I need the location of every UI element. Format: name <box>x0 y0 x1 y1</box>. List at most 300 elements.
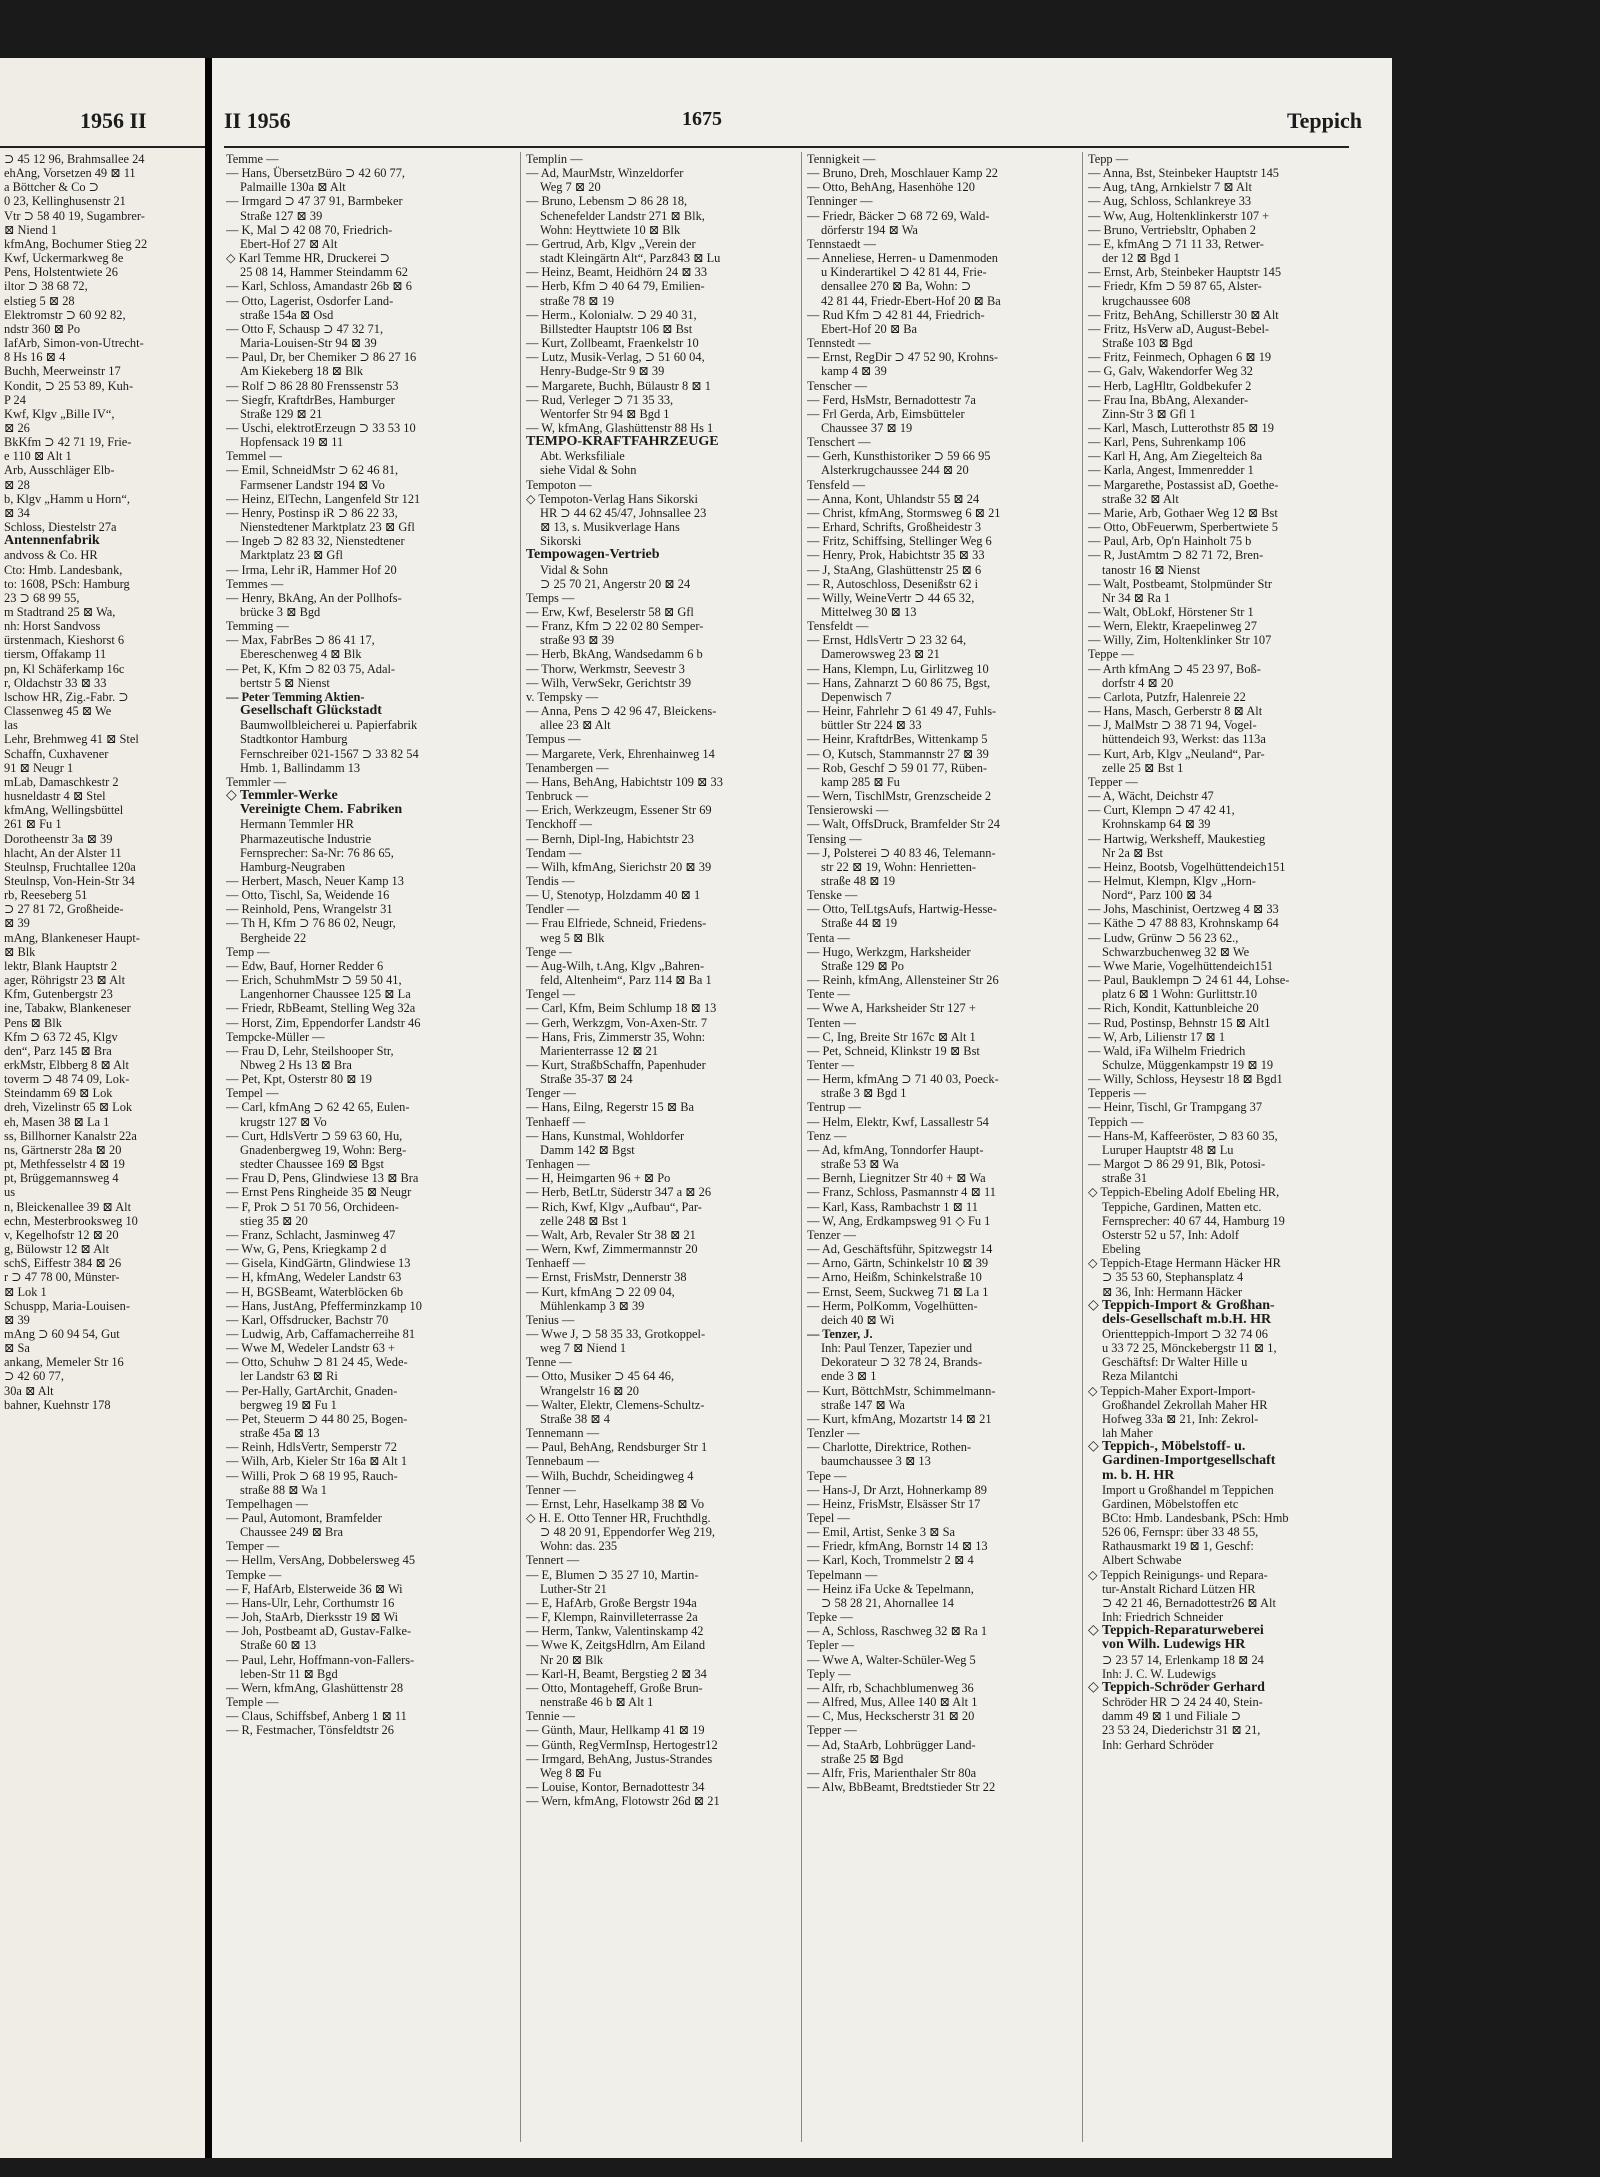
directory-entry-line: — Thorw, Werkmstr, Seevestr 3 <box>526 661 685 676</box>
directory-entry-line: — Gertrud, Arb, Klgv „Verein der <box>526 236 696 251</box>
directory-entry-line: — Paul, Dr, ber Chemiker ⊃ 86 27 16 <box>226 350 417 365</box>
left-page-line: ehAng, Vorsetzen 49 ⊠ 11 <box>4 166 136 181</box>
directory-entry-line: — Helmut, Klempn, Klgv „Horn- <box>1088 873 1256 888</box>
directory-entry-line: — Karla, Angest, Immenredder 1 <box>1088 463 1254 478</box>
directory-entry-line: Vidal & Sohn <box>540 562 609 577</box>
directory-entry-line: — Hans, BehAng, Habichtstr 109 ⊠ 33 <box>526 774 723 789</box>
left-page-line: Classenweg 45 ⊠ We <box>4 704 112 719</box>
directory-entry-line: kamp 4 ⊠ 39 <box>821 364 887 379</box>
directory-entry-line: TEMPO-KRAFTFAHRZEUGE <box>526 435 719 450</box>
directory-entry-line: Straße 60 ⊠ 13 <box>240 1638 317 1653</box>
directory-entry-line: Hmb. 1, Ballindamm 13 <box>240 760 361 775</box>
directory-entry-line: — Wald, iFa Wilhelm Friedrich <box>1088 1043 1246 1058</box>
directory-entry-line: — Rob, Geschf ⊃ 59 01 77, Rüben- <box>807 760 988 775</box>
directory-entry-line: Temming — <box>226 619 289 634</box>
directory-entry-line: Tendler — <box>526 902 580 917</box>
directory-entry-line: Pharmazeutische Industrie <box>240 831 372 846</box>
directory-entry-line: Tensfeldt — <box>807 619 869 634</box>
left-page-line: ⊠ Niend 1 <box>4 222 58 237</box>
directory-entry-line: — Anna, Kont, Uhlandstr 55 ⊠ 24 <box>807 491 980 506</box>
directory-column-4 <box>1088 152 1378 2152</box>
directory-entry-line: — Margarete, Buchh, Bülaustr 8 ⊠ 1 <box>526 378 711 393</box>
left-page-line: lektr, Blank Hauptstr 2 <box>4 958 118 973</box>
left-page-line: 0 23, Kellinghusenstr 21 <box>4 194 126 209</box>
directory-entry-line: — Karl H, Ang, Am Ziegelteich 8a <box>1088 449 1263 464</box>
directory-entry-line: deich 40 ⊠ Wi <box>821 1312 895 1327</box>
page-header-left: II 1956 <box>224 108 291 133</box>
directory-entry-line: — Ad, kfmAng, Tonndorfer Haupt- <box>807 1142 984 1157</box>
directory-entry-line: Tenhaeff — <box>526 1114 586 1129</box>
directory-entry-line: — Siegfr, KraftdrBes, Hamburger <box>226 392 395 407</box>
left-page-line: Cto: Hmb. Landesbank, <box>4 562 123 577</box>
left-page-line: erkMstr, Elbberg 8 ⊠ Alt <box>4 1058 129 1072</box>
directory-entry-line: — Herbert, Masch, Neuer Kamp 13 <box>226 873 404 888</box>
directory-entry-line: — Wwe M, Wedeler Landstr 63 + <box>226 1341 395 1356</box>
directory-entry-line: Sikorski <box>540 534 582 549</box>
directory-entry-line: Geschäftsf: Dr Walter Hille u <box>1102 1355 1248 1370</box>
directory-entry-line: — Henry, BkAng, An der Pollhofs- <box>226 590 402 605</box>
directory-entry-line: Tenten — <box>807 1015 857 1030</box>
directory-entry-line: — Heinr, KraftdrBes, Wittenkamp 5 <box>807 732 988 747</box>
directory-entry-line: Tempowagen-Vertrieb <box>526 548 660 563</box>
directory-entry-line: krugstr 127 ⊠ Vo <box>240 1114 327 1129</box>
directory-entry-line: — Günth, Maur, Hellkamp 41 ⊠ 19 <box>526 1723 705 1738</box>
directory-entry-line: — Frau D, Lehr, Steilshooper Str, <box>226 1043 394 1058</box>
directory-entry-line: Tenzler — <box>807 1426 860 1441</box>
directory-entry-line: 42 81 44, Friedr-Ebert-Hof 20 ⊠ Ba <box>821 293 1001 308</box>
left-page-line: iltor ⊃ 38 68 72, <box>4 279 88 294</box>
directory-entry-line: — Rud, Postinsp, Behnstr 15 ⊠ Alt1 <box>1088 1015 1271 1030</box>
directory-entry-line: — Edw, Bauf, Horner Redder 6 <box>226 958 384 973</box>
directory-entry-line: — Willy, Schloss, Heysestr 18 ⊠ Bgd1 <box>1088 1072 1283 1087</box>
directory-entry-line: — Karl, Offsdrucker, Bachstr 70 <box>226 1312 389 1327</box>
directory-entry-line: m. b. H. HR <box>1102 1468 1175 1483</box>
directory-entry-line: — Franz, Schlacht, Jasminweg 47 <box>226 1227 396 1242</box>
left-page-line: Vtr ⊃ 58 40 19, Sugambrer- <box>4 208 145 223</box>
directory-entry-line: damm 49 ⊠ 1 und Filiale ⊃ <box>1102 1709 1242 1724</box>
directory-entry-line: Maria-Louisen-Str 94 ⊠ 39 <box>240 336 377 351</box>
directory-entry-line: Tengel — <box>526 987 576 1002</box>
directory-entry-line: — Aug-Wilh, t.Ang, Klgv „Bahren- <box>526 958 705 973</box>
directory-entry-line: Gesellschaft Glückstadt <box>240 704 382 719</box>
directory-entry-line: straße 25 ⊠ Bgd <box>821 1751 904 1766</box>
directory-entry-line: — Ad, Geschäftsführ, Spitzwegstr 14 <box>807 1242 993 1257</box>
directory-entry-line: — G, Galv, Wakendorfer Weg 32 <box>1088 364 1254 379</box>
directory-entry-line: Tennert — <box>526 1553 580 1568</box>
directory-entry-line: — Paul, Arb, Op'n Hainholt 75 b <box>1088 534 1252 549</box>
directory-entry-line: Tenter — <box>807 1058 854 1072</box>
left-page-line: pt, Methfesselstr 4 ⊠ 19 <box>4 1157 125 1172</box>
directory-entry-line: Marienterrasse 12 ⊠ 21 <box>540 1043 659 1058</box>
directory-entry-line: — R, JustAmtm ⊃ 82 71 72, Bren- <box>1088 548 1264 563</box>
directory-entry-line: — Irmgard, BehAng, Justus-Strandes <box>526 1751 713 1766</box>
directory-entry-line: — Ernst, FrisMstr, Dennerstr 38 <box>526 1270 687 1285</box>
directory-entry-line: — R, Festmacher, Tönsfeldtstr 26 <box>226 1723 394 1738</box>
directory-entry-line: krugchaussee 608 <box>1102 293 1191 308</box>
directory-entry-line: — Erich, Werkzeugm, Essener Str 69 <box>526 803 712 818</box>
directory-entry-line: Tepp — <box>1088 152 1129 166</box>
directory-entry-line: — Herm, kfmAng ⊃ 71 40 03, Poeck- <box>807 1072 999 1087</box>
directory-entry-line: Chaussee 249 ⊠ Bra <box>240 1525 343 1540</box>
left-page-line: ⊠ 28 <box>4 477 30 492</box>
directory-entry-line: Tensfeld — <box>807 477 865 492</box>
directory-entry-line: — Herm., Kolonialw. ⊃ 29 40 31, <box>526 307 697 322</box>
directory-entry-line: ◇ Teppich-Maher Export-Import- <box>1088 1383 1256 1398</box>
left-header-rule <box>0 146 205 148</box>
directory-entry-line: ◇ Tempoton-Verlag Hans Sikorski <box>526 491 698 506</box>
directory-entry-line: Temple — <box>226 1695 279 1710</box>
directory-entry-line: — A, Wächt, Deichstr 47 <box>1088 789 1214 804</box>
directory-entry-line: Wentorfer Str 94 ⊠ Bgd 1 <box>540 406 670 421</box>
directory-entry-line: Straße 44 ⊠ 19 <box>821 916 898 931</box>
directory-entry-line: — Otto, Musiker ⊃ 45 64 46, <box>526 1369 675 1384</box>
directory-entry-line: — Kurt, BöttchMstr, Schimmelmann- <box>807 1383 996 1398</box>
directory-entry-line: — F, Prok ⊃ 51 70 56, Orchideen- <box>226 1199 399 1214</box>
directory-entry-line: Mühlenkamp 3 ⊠ 39 <box>540 1298 645 1313</box>
directory-entry-line: — Hans, ÜbersetzBüro ⊃ 42 60 77, <box>226 166 406 181</box>
directory-entry-line: ◇ Teppich-Schröder Gerhard <box>1088 1680 1265 1695</box>
directory-entry-line: — Hans, Fris, Zimmerstr 35, Wohn: <box>526 1029 706 1044</box>
directory-entry-line: — Ernst, HdlsVertr ⊃ 23 32 64, <box>807 633 967 648</box>
directory-entry-line: Luruper Hauptstr 48 ⊠ Lu <box>1102 1142 1234 1157</box>
directory-entry-line: Nr 2a ⊠ Bst <box>1102 845 1163 860</box>
directory-entry-line: — Ernst, Lehr, Haselkamp 38 ⊠ Vo <box>526 1496 705 1511</box>
directory-entry-line: — Per-Hally, GartArchit, Gnaden- <box>226 1383 398 1398</box>
directory-entry-line: — Frl Gerda, Arb, Eimsbütteler <box>807 406 965 421</box>
left-page-line: kfmAng, Bochumer Stieg 22 <box>4 236 148 251</box>
left-page-line: rb, Reeseberg 51 <box>4 888 88 903</box>
left-page-line: toverm ⊃ 48 74 09, Lok- <box>4 1072 130 1087</box>
directory-entry-line: bertstr 5 ⊠ Nienst <box>240 675 330 690</box>
directory-entry-line: — Karl, Masch, Lutterothstr 85 ⊠ 19 <box>1088 420 1274 435</box>
directory-entry-line: — Erich, SchuhmMstr ⊃ 59 50 41, <box>226 973 402 988</box>
directory-entry-line: Nr 20 ⊠ Blk <box>540 1652 604 1667</box>
directory-entry-line: Chaussee 37 ⊠ 19 <box>821 420 913 435</box>
directory-entry-line: Gardinen, Möbelstoffen etc <box>1102 1496 1239 1511</box>
left-page-line: 8 Hs 16 ⊠ 4 <box>4 350 66 365</box>
directory-column-3 <box>807 152 1079 2152</box>
directory-entry-line: Tendam — <box>526 845 582 860</box>
left-page-line: Steulnsp, Fruchtallee 120a <box>4 859 136 874</box>
directory-entry-line: straße 154a ⊠ Osd <box>240 307 334 322</box>
directory-entry-line: — R, Autoschloss, Desenißstr 62 i <box>807 576 979 591</box>
column-divider-3 <box>1082 152 1083 2142</box>
directory-entry-line: — Helm, Elektr, Kwf, Lassallestr 54 <box>807 1114 989 1129</box>
directory-entry-line: Nbweg 2 Hs 13 ⊠ Bra <box>240 1058 352 1072</box>
page-number: 1675 <box>682 108 722 130</box>
directory-entry-line: — Hans, Zahnarzt ⊃ 60 86 75, Bgst, <box>807 675 991 690</box>
directory-entry-line: — Paul, Bauklempn ⊃ 24 61 44, Lohse- <box>1088 973 1290 988</box>
directory-entry-line: — Curt, Klempn ⊃ 47 42 41, <box>1088 803 1235 818</box>
directory-entry-line: — Arth kfmAng ⊃ 45 23 97, Boß- <box>1088 661 1261 676</box>
left-page-line: schS, Eiffestr 384 ⊠ 26 <box>4 1256 122 1271</box>
directory-entry-line: Henry-Budge-Str 9 ⊠ 39 <box>540 364 665 379</box>
directory-entry-line: — Alfr, Fris, Marienthaler Str 80a <box>807 1765 977 1780</box>
directory-entry-line: — Gerh, Kunsthistoriker ⊃ 59 66 95 <box>807 449 991 464</box>
directory-entry-line: — Joh, StaArb, Dierksstr 19 ⊠ Wi <box>226 1610 399 1625</box>
left-page-line: m Stadtrand 25 ⊠ Wa, <box>4 605 116 619</box>
directory-entry-line: — Th H, Kfm ⊃ 76 86 02, Neugr, <box>226 916 396 931</box>
left-page-line: ⊠ 39 <box>4 1312 30 1327</box>
directory-entry-line: — Herb, BkAng, Wandsedamm 6 b <box>526 647 703 662</box>
directory-entry-line: HR ⊃ 44 62 45/47, Johnsallee 23 <box>540 505 707 520</box>
directory-entry-line: — Pet, Steuerm ⊃ 44 80 25, Bogen- <box>226 1411 408 1426</box>
directory-entry-line: — Claus, Schiffsbef, Anberg 1 ⊠ 11 <box>226 1709 407 1724</box>
directory-entry-line: ⊃ 35 53 60, Stephansplatz 4 <box>1102 1270 1244 1285</box>
directory-entry-line: — J, Polsterei ⊃ 40 83 46, Telemann- <box>807 845 996 860</box>
directory-entry-line: 23 53 24, Diederichstr 31 ⊠ 21, <box>1102 1723 1261 1738</box>
directory-entry-line: Straße 129 ⊠ Po <box>821 958 905 973</box>
directory-entry-line: Baumwollbleicherei u. Papierfabrik <box>240 718 418 733</box>
left-page-line: Schuspp, Maria-Louisen- <box>4 1298 130 1313</box>
directory-entry-line: nenstraße 46 b ⊠ Alt 1 <box>540 1695 654 1710</box>
directory-entry-line: — Willy, WeineVertr ⊃ 44 65 32, <box>807 590 975 605</box>
directory-entry-line: — Herm, Tankw, Valentinskamp 42 <box>526 1624 704 1639</box>
left-page-line: Lehr, Brehmweg 41 ⊠ Stel <box>4 732 139 747</box>
directory-entry-line: straße 53 ⊠ Wa <box>821 1157 899 1172</box>
directory-entry-line: — W, kfmAng, Glashüttenstr 88 Hs 1 <box>526 420 714 435</box>
directory-entry-line: — Wwe Marie, Vogelhüttendeich151 <box>1088 958 1274 973</box>
directory-entry-line: — Karl-H, Beamt, Bergstieg 2 ⊠ 34 <box>526 1666 707 1681</box>
directory-entry-line: Straße 103 ⊠ Bgd <box>1102 336 1193 351</box>
directory-entry-line: Nr 34 ⊠ Ra 1 <box>1102 590 1171 605</box>
directory-entry-line: Tennie — <box>526 1709 576 1724</box>
directory-entry-line: straße 48 ⊠ 19 <box>821 873 896 888</box>
directory-entry-line: — Friedr, Bäcker ⊃ 68 72 69, Wald- <box>807 208 990 223</box>
directory-entry-line: Tenhaeff — <box>526 1256 586 1271</box>
directory-entry-line: — Karl, Pens, Suhrenkamp 106 <box>1088 435 1246 450</box>
directory-entry-line: — Walt, OffsDruck, Bramfelder Str 24 <box>807 817 1000 832</box>
directory-entry-line: Tenhagen — <box>526 1157 590 1172</box>
directory-entry-line: — Herm, PolKomm, Vogelhütten- <box>807 1298 978 1313</box>
directory-column-2 <box>526 152 798 2152</box>
directory-entry-line: stadt Kleingärtn Alt“, Parz843 ⊠ Lu <box>540 251 721 266</box>
directory-entry-line: — Pet, Schneid, Klinkstr 19 ⊠ Bst <box>807 1043 980 1058</box>
directory-entry-line: BCto: Hmb. Landesbank, PSch: Hmb <box>1102 1511 1289 1525</box>
directory-entry-line: — Wwe K, ZeitgsHdlrn, Am Eiland <box>526 1638 706 1653</box>
directory-entry-line: — U, Stenotyp, Holzdamm 40 ⊠ 1 <box>526 888 701 903</box>
directory-entry-line: — Bruno, Lebensm ⊃ 86 28 18, <box>526 194 688 209</box>
directory-entry-line: Tennigkeit — <box>807 152 876 166</box>
directory-entry-line: — Fritz, BehAng, Schillerstr 30 ⊠ Alt <box>1088 307 1279 322</box>
directory-entry-line: bergweg 19 ⊠ Fu 1 <box>240 1397 337 1412</box>
directory-entry-line: — Hartwig, Werksheff, Maukestieg <box>1088 831 1266 846</box>
left-page-line: Kfm, Gutenbergstr 23 <box>4 987 113 1002</box>
directory-entry-line: Großhandel Zekrollah Maher HR <box>1102 1397 1268 1412</box>
directory-entry-line: — O, Kutsch, Stammannstr 27 ⊠ 39 <box>807 746 989 761</box>
directory-column-1 <box>226 152 516 2152</box>
directory-entry-line: straße 88 ⊠ Wa 1 <box>240 1482 327 1497</box>
directory-entry-line: — Arno, Heißm, Schinkelstraße 10 <box>807 1270 982 1285</box>
left-page-line: ⊃ 45 12 96, Brahmsallee 24 <box>4 152 145 166</box>
left-page-line: Elektromstr ⊃ 60 92 82, <box>4 307 126 322</box>
directory-entry-line: Tenbruck — <box>526 789 589 804</box>
directory-entry-line: u 33 72 25, Mönckebergstr 11 ⊠ 1, <box>1102 1341 1277 1356</box>
directory-entry-line: — Karl, Kass, Rambachstr 1 ⊠ 11 <box>807 1199 978 1214</box>
directory-entry-line: — Herb, Kfm ⊃ 40 64 79, Emilien- <box>526 279 705 294</box>
directory-entry-line: — Paul, Automont, Bramfelder <box>226 1511 382 1525</box>
directory-entry-line: Wohn: Heyttwiete 10 ⊠ Blk <box>540 222 681 237</box>
directory-entry-line: Schenefelder Landstr 271 ⊠ Blk, <box>540 208 705 223</box>
directory-entry-line: u Kinderartikel ⊃ 42 81 44, Frie- <box>821 265 987 280</box>
page-keyword: Teppich <box>1286 108 1362 133</box>
directory-entry-line: — Erw, Kwf, Beselerstr 58 ⊠ Gfl <box>526 605 694 619</box>
directory-entry-line: — H, Heimgarten 96 + ⊠ Po <box>526 1171 671 1186</box>
directory-entry-line: weg 5 ⊠ Blk <box>540 930 605 945</box>
directory-entry-line: 526 06, Fernspr: über 33 48 55, <box>1102 1525 1259 1540</box>
directory-entry-line: — Wwe A, Harksheider Str 127 + <box>807 1001 976 1016</box>
left-page-line: Kwf, Klgv „Bille IV“, <box>4 406 115 421</box>
directory-entry-line: — Heinz iFa Ucke & Tepelmann, <box>807 1581 974 1596</box>
directory-entry-line: ⊃ 23 57 14, Erlenkamp 18 ⊠ 24 <box>1102 1652 1264 1667</box>
directory-entry-line: — Kurt, kfmAng ⊃ 22 09 04, <box>526 1284 675 1299</box>
directory-entry-line: — Pet, Kpt, Osterstr 80 ⊠ 19 <box>226 1072 372 1087</box>
directory-entry-line: zelle 248 ⊠ Bst 1 <box>540 1213 628 1228</box>
directory-entry-line: — Ad, MaurMstr, Winzeldorfer <box>526 166 684 181</box>
left-page-line: lschow HR, Zig.-Fabr. ⊃ <box>4 689 129 704</box>
directory-entry-line: Reza Milantchi <box>1102 1369 1179 1384</box>
directory-entry-line: — Max, FabrBes ⊃ 86 41 17, <box>226 633 375 648</box>
directory-entry-line: — Paul, Lehr, Hoffmann-von-Fallers- <box>226 1652 415 1667</box>
directory-entry-line: ◇ Teppich Reinigungs- und Repara- <box>1088 1567 1268 1582</box>
directory-entry-line: — Henry, Postinsp iR ⊃ 86 22 33, <box>226 505 398 520</box>
directory-entry-line: — W, Arb, Lilienstr 17 ⊠ 1 <box>1088 1029 1226 1044</box>
directory-entry-line: Tennstedt — <box>807 336 871 351</box>
left-page-line: 261 ⊠ Fu 1 <box>4 817 62 832</box>
directory-entry-line: Tepel — <box>807 1511 850 1525</box>
directory-entry-line: — Otto, Montageheff, Große Brun- <box>526 1680 703 1695</box>
directory-entry-line: Tennstaedt — <box>807 236 876 251</box>
left-page-line: kfmAng, Wellingsbüttel <box>4 803 124 818</box>
directory-entry-line: ⊃ 48 20 91, Eppendorfer Weg 219, <box>540 1525 716 1540</box>
directory-entry-line: — Ww, G, Pens, Kriegkamp 2 d <box>226 1242 387 1257</box>
directory-entry-line: siehe Vidal & Sohn <box>540 463 637 478</box>
directory-entry-line: — Rich, Kondit, Kattunbleiche 20 <box>1088 1001 1259 1016</box>
left-page-line: Kwf, Uckermarkweg 8e <box>4 251 124 266</box>
directory-entry-line: Tepperis — <box>1088 1086 1146 1101</box>
left-page-line: Steulnsp, Von-Hein-Str 34 <box>4 873 135 888</box>
directory-entry-line: ◇ Teppich-Etage Hermann Häcker HR <box>1088 1256 1281 1271</box>
directory-entry-line: — Reinh, kfmAng, Allensteiner Str 26 <box>807 973 999 988</box>
directory-entry-line: — Hans-Ulr, Lehr, Corthumstr 16 <box>226 1595 395 1610</box>
left-page-line: Schloss, Diestelstr 27a <box>4 520 117 535</box>
directory-entry-line: ⊃ 58 28 21, Ahornallee 14 <box>821 1595 954 1610</box>
directory-entry-line: Tensierowski — <box>807 803 889 818</box>
directory-entry-line: — Hans-J, Dr Arzt, Hohnerkamp 89 <box>807 1482 987 1497</box>
left-page-line: Arb, Ausschläger Elb- <box>4 463 115 478</box>
directory-entry-line: Tenius — <box>526 1312 575 1327</box>
directory-entry-line: — Frau Elfriede, Schneid, Friedens- <box>526 916 707 931</box>
directory-entry-line: Luther-Str 21 <box>540 1581 607 1596</box>
directory-entry-line: Tenner — <box>526 1482 576 1497</box>
directory-entry-line: — Reinhold, Pens, Wrangelstr 31 <box>226 902 393 917</box>
directory-entry-line: Tepelmann — <box>807 1567 878 1582</box>
directory-entry-line: Damerowsweg 23 ⊠ 21 <box>821 647 940 662</box>
directory-entry-line: — Otto, Lagerist, Osdorfer Land- <box>226 293 394 308</box>
directory-entry-line: Tempke — <box>226 1567 282 1582</box>
directory-entry-line: Wrangelstr 16 ⊠ 20 <box>540 1383 640 1398</box>
directory-entry-line: Billstedter Hauptstr 106 ⊠ Bst <box>540 321 693 336</box>
directory-entry-line: — Charlotte, Direktrice, Rothen- <box>807 1440 972 1455</box>
directory-entry-line: — Gisela, KindGärtn, Glindwiese 13 <box>226 1256 411 1271</box>
directory-entry-line: Weg 7 ⊠ 20 <box>540 180 601 195</box>
left-page-line: v, Kegelhofstr 12 ⊠ 20 <box>4 1227 119 1242</box>
left-page-line: ⊠ 39 <box>4 916 30 931</box>
left-page-line: a Böttcher & Co ⊃ <box>4 180 100 195</box>
directory-entry-line: straße 3 ⊠ Bgd 1 <box>821 1086 907 1101</box>
left-page-line: nh: Horst Sandvoss <box>4 619 101 634</box>
left-page-line: dreh, Vizelinstr 65 ⊠ Lok <box>4 1100 133 1115</box>
directory-entry-line: Alsterkrugchaussee 244 ⊠ 20 <box>821 463 969 478</box>
directory-entry-line: Am Kiekeberg 18 ⊠ Blk <box>240 364 364 379</box>
left-page-line: P 24 <box>4 392 26 407</box>
directory-entry-line: Tenscher — <box>807 378 868 393</box>
directory-entry-line: — Gerh, Werkzgm, Von-Axen-Str. 7 <box>526 1015 708 1030</box>
directory-entry-line: — Heinz, FrisMstr, Elsässer Str 17 <box>807 1496 981 1511</box>
directory-entry-line: — C, Ing, Breite Str 167c ⊠ Alt 1 <box>807 1029 976 1044</box>
directory-entry-line: Tempcke-Müller — <box>226 1029 325 1044</box>
left-page-line: ⊃ 42 60 77, <box>4 1369 64 1384</box>
directory-entry-line: — Bernh, Dipl-Ing, Habichtstr 23 <box>526 831 694 846</box>
directory-entry-line: ⊠ 36, Inh: Hermann Häcker <box>1102 1284 1243 1299</box>
directory-entry-line: Tentrup — <box>807 1100 861 1115</box>
directory-entry-line: tanostr 16 ⊠ Nienst <box>1102 562 1201 577</box>
directory-entry-line: — E, HafArb, Große Bergstr 194a <box>526 1595 697 1610</box>
directory-entry-line: — Hans, Masch, Gerberstr 8 ⊠ Alt <box>1088 704 1263 719</box>
left-page-line: ⊠ 34 <box>4 505 30 520</box>
directory-entry-line: feld, Altenheim“, Parz 114 ⊠ Ba 1 <box>540 973 712 988</box>
left-page-column <box>4 152 204 2152</box>
directory-entry-line: — Carlota, Putzfr, Halenreie 22 <box>1088 689 1246 704</box>
directory-entry-line: Tenschert — <box>807 435 871 450</box>
directory-entry-line: ◇ Teppich-Import & Großhan- <box>1088 1298 1275 1313</box>
directory-entry-line: der 12 ⊠ Bgd 1 <box>1102 251 1180 266</box>
directory-entry-line: — K, Mal ⊃ 42 08 70, Friedrich- <box>226 222 393 237</box>
directory-entry-line: Tepke — <box>807 1610 853 1625</box>
directory-entry-line: Langenhorner Chaussee 125 ⊠ La <box>240 987 411 1002</box>
directory-entry-line: — Ernst, Arb, Steinbeker Hauptstr 145 <box>1088 265 1282 280</box>
left-page-line: 91 ⊠ Neugr 1 <box>4 760 74 775</box>
left-page-line: ⊠ Sa <box>4 1341 30 1356</box>
directory-entry-line: Tenge — <box>526 944 572 959</box>
directory-entry-line: Straße 129 ⊠ 21 <box>240 406 323 421</box>
directory-entry-line: straße 93 ⊠ 39 <box>540 633 615 648</box>
left-page-line: b, Klgv „Hamm u Horn“, <box>4 491 130 506</box>
directory-entry-line: — Willy, Zim, Holtenklinker Str 107 <box>1088 633 1272 648</box>
directory-entry-line: — W, Ang, Erdkampsweg 91 ◇ Fu 1 <box>807 1213 991 1228</box>
left-page-line: 23 ⊃ 68 99 55, <box>4 590 80 605</box>
directory-entry-line: Temmes — <box>226 576 284 591</box>
directory-entry-line: — Friedr, RbBeamt, Stelling Weg 32a <box>226 1001 416 1016</box>
directory-entry-line: dorfstr 4 ⊠ 20 <box>1102 675 1174 690</box>
directory-entry-line: straße 31 <box>1102 1171 1148 1186</box>
directory-entry-line: Nord“, Parz 100 ⊠ 34 <box>1102 888 1212 903</box>
directory-entry-line: Temmel — <box>226 449 282 464</box>
left-page-line: husneldastr 4 ⊠ Stel <box>4 789 106 804</box>
left-page-fragment <box>0 58 205 2158</box>
directory-entry-line: Temme — <box>226 152 279 166</box>
directory-entry-line: Marktplatz 23 ⊠ Gfl <box>240 548 343 563</box>
directory-entry-line: Fernsprecher: Sa-Nr: 76 86 65, <box>240 845 394 860</box>
directory-entry-line: — Margarete, Verk, Ehrenhainweg 14 <box>526 746 715 761</box>
directory-entry-line: — Franz, Schloss, Pasmannstr 4 ⊠ 11 <box>807 1185 996 1200</box>
directory-entry-line: Schwarzbuchenweg 32 ⊠ We <box>1102 944 1250 959</box>
directory-entry-line: — Heinr, Fahrlehr ⊃ 61 49 47, Fuhls- <box>807 704 997 719</box>
directory-entry-line: — Walt, Postbeamt, Stolpmünder Str <box>1088 576 1272 591</box>
directory-entry-line: Tenta — <box>807 930 850 945</box>
left-page-line: Antennenfabrik <box>4 534 100 549</box>
directory-entry-line: — Ad, StaArb, Lohbrügger Land- <box>807 1737 976 1752</box>
